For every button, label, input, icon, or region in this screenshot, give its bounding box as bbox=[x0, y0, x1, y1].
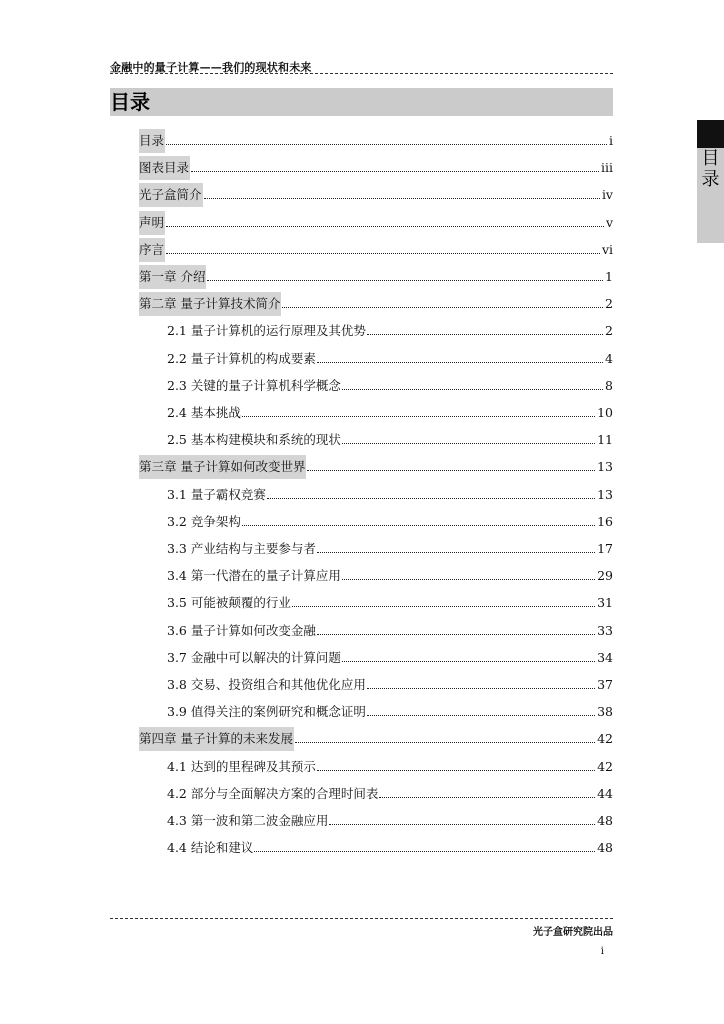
toc-leader-dots bbox=[295, 742, 595, 743]
toc-page-number: 31 bbox=[597, 595, 613, 611]
toc-entry[interactable] bbox=[0, 183, 724, 207]
toc-page-number: vi bbox=[601, 241, 613, 257]
page-number: i bbox=[600, 946, 604, 957]
toc-page-number: 42 bbox=[597, 731, 613, 747]
title-band bbox=[110, 88, 613, 116]
toc-leader-dots bbox=[342, 443, 595, 444]
toc-leader-dots bbox=[342, 579, 595, 580]
toc-leader-dots bbox=[204, 198, 600, 199]
toc-chapter-label: 声明 bbox=[139, 211, 165, 235]
toc-leader-dots bbox=[342, 661, 595, 662]
toc-section-label: 3.2 竞争架构 bbox=[167, 513, 241, 529]
toc-entry[interactable] bbox=[0, 292, 724, 316]
toc-section-label: 3.1 量子霸权竞赛 bbox=[167, 486, 266, 502]
toc-section-label: 2.2 量子计算机的构成要素 bbox=[167, 350, 316, 366]
toc-section-label: 3.5 可能被颠覆的行业 bbox=[167, 595, 291, 611]
toc-chapter-label: 目录 bbox=[139, 129, 165, 153]
toc-leader-dots bbox=[191, 171, 599, 172]
toc-page-number: 44 bbox=[597, 785, 613, 801]
toc-section-label: 2.3 关键的量子计算机科学概念 bbox=[167, 377, 341, 393]
toc-leader-dots bbox=[367, 688, 595, 689]
toc-entry[interactable] bbox=[0, 374, 724, 398]
toc-page-number: 34 bbox=[597, 649, 613, 665]
toc-chapter-label: 第一章 介绍 bbox=[139, 265, 206, 289]
running-header-title: 金融中的量子计算——我们的现状和未来 bbox=[110, 61, 312, 74]
toc-page-number: 8 bbox=[605, 377, 613, 393]
toc-leader-dots bbox=[166, 253, 600, 254]
toc-leader-dots bbox=[317, 362, 603, 363]
toc-page-number: 38 bbox=[597, 704, 613, 720]
toc-section-label: 2.1 量子计算机的运行原理及其优势 bbox=[167, 323, 366, 339]
toc-page-number: 42 bbox=[597, 758, 613, 774]
toc-leader-dots bbox=[207, 280, 603, 281]
toc-chapter-label: 第二章 量子计算技术简介 bbox=[139, 292, 281, 316]
toc-entry[interactable] bbox=[0, 455, 724, 479]
header-divider bbox=[110, 73, 613, 74]
toc-page-number: 2 bbox=[605, 296, 613, 312]
toc-page-number: v bbox=[605, 214, 613, 230]
toc-leader-dots bbox=[254, 851, 595, 852]
toc-chapter-label: 第三章 量子计算如何改变世界 bbox=[139, 455, 306, 479]
toc-entry[interactable] bbox=[0, 319, 724, 343]
side-tab-label: 目 录 bbox=[701, 148, 720, 190]
toc-entry[interactable] bbox=[0, 809, 724, 833]
toc-chapter-label: 序言 bbox=[139, 238, 165, 262]
toc-chapter-label: 光子盒简介 bbox=[139, 183, 203, 207]
toc-entry[interactable] bbox=[0, 401, 724, 425]
toc-section-label: 3.7 金融中可以解决的计算问题 bbox=[167, 649, 341, 665]
toc-entry[interactable] bbox=[0, 211, 724, 235]
toc-page-number: 10 bbox=[597, 405, 613, 420]
footer-divider bbox=[110, 918, 613, 919]
toc-chapter-label: 图表目录 bbox=[139, 156, 190, 180]
toc-section-label: 3.6 量子计算如何改变金融 bbox=[167, 622, 316, 638]
toc-entry[interactable] bbox=[0, 265, 724, 289]
toc-section-label: 2.5 基本构建模块和系统的现状 bbox=[167, 432, 341, 448]
toc-leader-dots bbox=[242, 416, 595, 417]
toc-entry[interactable] bbox=[0, 782, 724, 806]
toc-section-label: 2.4 基本挑战 bbox=[167, 405, 241, 420]
toc-leader-dots bbox=[342, 389, 603, 390]
toc-page-number: 13 bbox=[597, 486, 613, 502]
toc-page-number: 4 bbox=[605, 350, 613, 366]
toc-leader-dots bbox=[242, 525, 595, 526]
toc-entry[interactable] bbox=[0, 537, 724, 561]
toc-leader-dots bbox=[166, 226, 604, 227]
toc-leader-dots bbox=[329, 824, 595, 825]
toc-section-label: 3.9 值得关注的案例研究和概念证明 bbox=[167, 704, 366, 720]
toc-section-label: 4.2 部分与全面解决方案的合理时间表 bbox=[167, 785, 379, 801]
toc-chapter-label: 第四章 量子计算的未来发展 bbox=[139, 727, 294, 751]
toc-page-number: 11 bbox=[597, 432, 613, 448]
toc-page-number: 17 bbox=[597, 541, 613, 556]
toc-leader-dots bbox=[292, 606, 595, 607]
toc-leader-dots bbox=[282, 307, 603, 308]
toc-entry[interactable] bbox=[0, 619, 724, 643]
toc-page-number: 37 bbox=[597, 677, 613, 692]
toc-entry[interactable] bbox=[0, 700, 724, 724]
toc-entry[interactable] bbox=[0, 646, 724, 670]
toc-section-label: 3.3 产业结构与主要参与者 bbox=[167, 541, 316, 556]
toc-entry[interactable] bbox=[0, 564, 724, 588]
toc-leader-dots bbox=[317, 634, 595, 635]
toc-page-number: 13 bbox=[597, 459, 613, 475]
page-title: 目录 bbox=[110, 90, 150, 114]
toc-entry[interactable] bbox=[0, 727, 724, 751]
toc-leader-dots bbox=[367, 334, 603, 335]
toc-entry[interactable] bbox=[0, 483, 724, 507]
toc-leader-dots bbox=[379, 797, 595, 798]
toc-entry[interactable] bbox=[0, 591, 724, 615]
toc-page-number: 2 bbox=[605, 323, 613, 339]
toc-entry[interactable] bbox=[0, 347, 724, 371]
toc-section-label: 3.8 交易、投资组合和其他优化应用 bbox=[167, 677, 366, 692]
toc-leader-dots bbox=[307, 470, 595, 471]
toc-entry[interactable] bbox=[0, 673, 724, 697]
toc-entry[interactable] bbox=[0, 836, 724, 860]
toc-entry[interactable] bbox=[0, 238, 724, 262]
toc-entry[interactable] bbox=[0, 156, 724, 180]
toc-page-number: 33 bbox=[597, 622, 613, 638]
toc-entry[interactable] bbox=[0, 755, 724, 779]
toc-section-label: 4.1 达到的里程碑及其预示 bbox=[167, 758, 316, 774]
toc-page-number: iv bbox=[601, 187, 613, 203]
toc-section-label: 4.3 第一波和第二波金融应用 bbox=[167, 813, 329, 828]
toc-leader-dots bbox=[367, 715, 595, 716]
toc-page-number: 48 bbox=[597, 813, 613, 828]
toc-leader-dots bbox=[317, 770, 595, 771]
toc-section-label: 3.4 第一代潜在的量子计算应用 bbox=[167, 568, 341, 584]
footer-publisher: 光子盒研究院出品 bbox=[533, 927, 613, 938]
toc-page-number: i bbox=[609, 133, 613, 148]
toc-page-number: 1 bbox=[605, 269, 613, 284]
toc-leader-dots bbox=[267, 498, 595, 499]
toc-page-number: 29 bbox=[597, 568, 613, 584]
toc-entry[interactable] bbox=[0, 428, 724, 452]
toc-page-number: 16 bbox=[597, 513, 613, 529]
toc-section-label: 4.4 结论和建议 bbox=[167, 840, 254, 856]
toc-page-number: 48 bbox=[597, 840, 613, 856]
toc-entry[interactable] bbox=[0, 129, 724, 153]
toc-leader-dots bbox=[317, 552, 595, 553]
toc-entry[interactable] bbox=[0, 510, 724, 534]
toc-page-number: iii bbox=[601, 160, 613, 176]
toc-leader-dots bbox=[166, 144, 607, 145]
